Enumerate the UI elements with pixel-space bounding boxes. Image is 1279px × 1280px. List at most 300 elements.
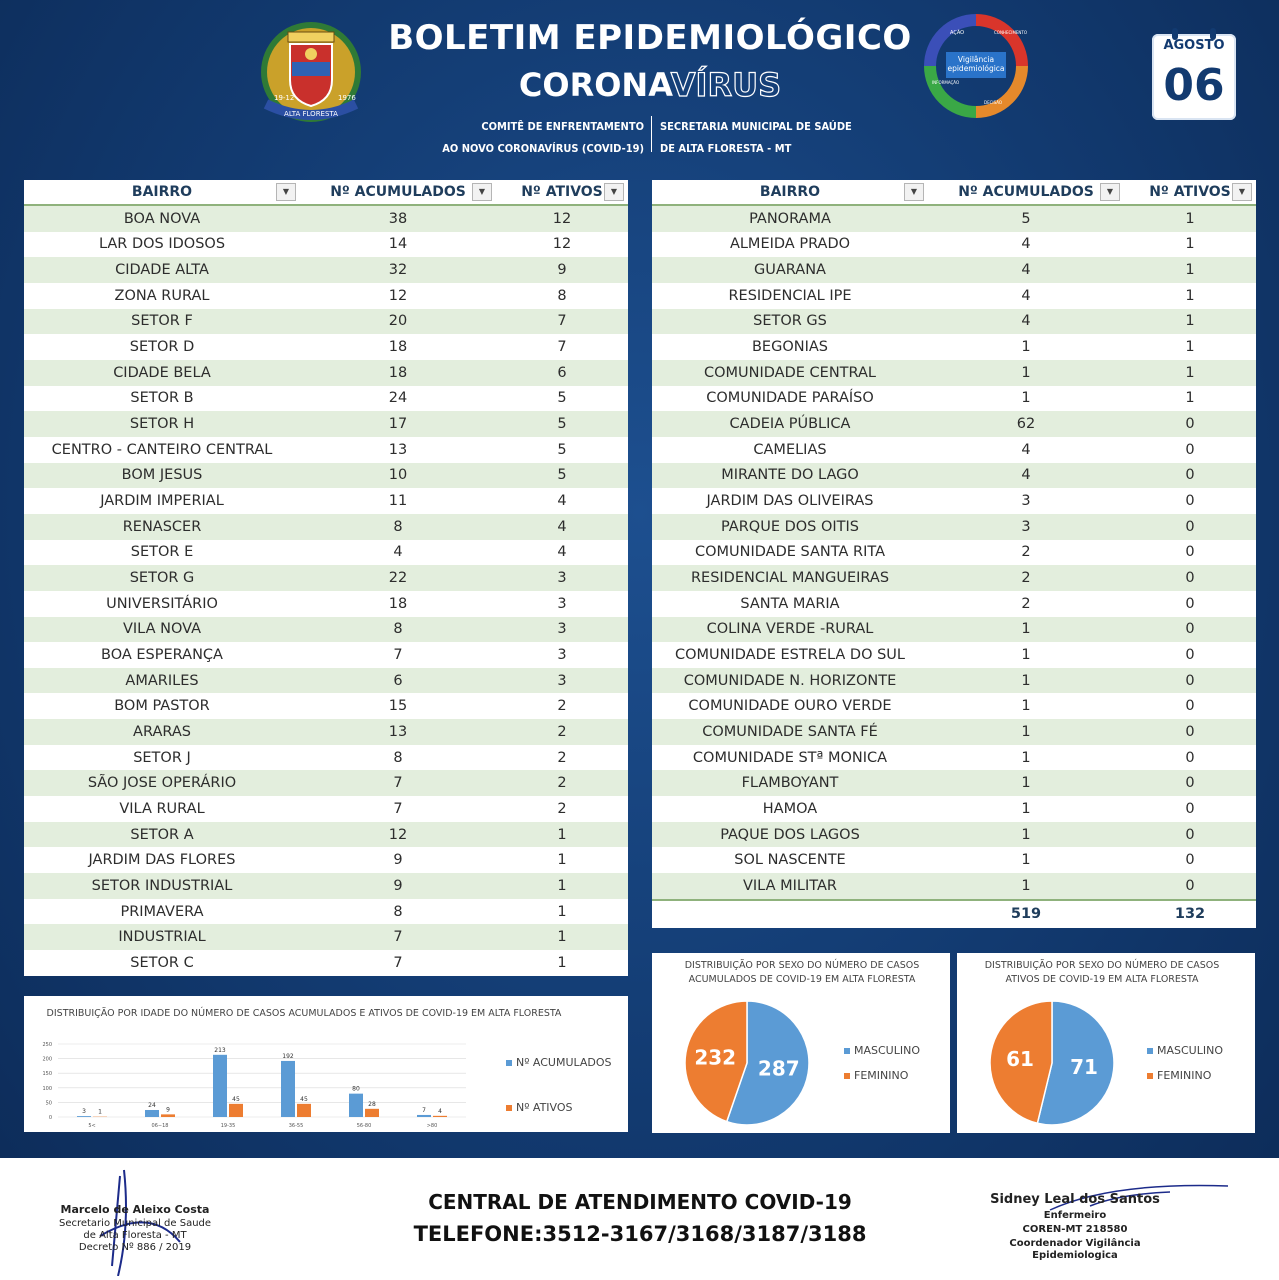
- cell-ativos: 0: [1124, 565, 1256, 591]
- bar-acumulados: [349, 1094, 363, 1117]
- table-row: [24, 309, 628, 335]
- table-row: [652, 309, 1256, 335]
- x-tick-label: 19-35: [220, 1123, 236, 1129]
- cell-ativos: 0: [1124, 873, 1256, 900]
- cell-ativos: 3: [496, 617, 628, 643]
- cell-bairro: VILA NOVA: [24, 617, 300, 643]
- svg-text:ALTA FLORESTA: ALTA FLORESTA: [284, 110, 338, 118]
- cell-bairro: BOM JESUS: [24, 463, 300, 489]
- cell-ativos: 1: [1185, 236, 1195, 253]
- cell-ativos: 2: [557, 800, 567, 817]
- secretariat-text: SECRETARIA MUNICIPAL DE SAÚDE DE ALTA FLORESTA - MT: [660, 120, 852, 155]
- cell-ativos: 3: [557, 595, 567, 612]
- table-row: [652, 668, 1256, 694]
- filter-dropdown-icon[interactable]: ▼: [1100, 183, 1120, 201]
- cell-acumulados: 1: [928, 360, 1124, 386]
- cell-bairro: SETOR F: [24, 309, 300, 335]
- cell-acumulados: 9: [393, 852, 403, 869]
- cell-acumulados: 1: [1021, 339, 1031, 356]
- slice-value-label: 287: [757, 1056, 800, 1081]
- table-row: [24, 386, 628, 412]
- header-divider: [651, 116, 652, 152]
- cell-bairro: PARQUE DOS OITIS: [652, 514, 928, 540]
- table-row: [652, 488, 1256, 514]
- cell-ativos: 1: [1124, 360, 1256, 386]
- cell-acumulados: 38: [300, 205, 496, 232]
- cell-acumulados: 1: [928, 770, 1124, 796]
- table-row: [652, 205, 1256, 232]
- table-row: [652, 411, 1256, 437]
- neighborhood-table-left: [24, 180, 628, 976]
- cell-ativos: 1: [557, 852, 567, 869]
- svg-text:AÇÃO: AÇÃO: [950, 30, 965, 36]
- cell-acumulados: 4: [928, 463, 1124, 489]
- slice-value-label: 71: [1070, 1054, 1098, 1079]
- table-row: [652, 565, 1256, 591]
- cell-acumulados: 4: [1021, 236, 1031, 253]
- cell-bairro: COMUNIDADE SANTA RITA: [694, 544, 886, 561]
- y-tick-label: 50: [45, 1100, 52, 1107]
- cell-ativos: 1: [1124, 309, 1256, 335]
- cell-bairro: JARDIM IMPERIAL: [100, 493, 224, 510]
- cell-acumulados: 6: [300, 668, 496, 694]
- cell-bairro: VILA RURAL: [119, 800, 205, 817]
- svg-text:DECISÃO: DECISÃO: [984, 100, 1003, 105]
- table-row: [652, 386, 1256, 412]
- cell-bairro: BEGONIAS: [751, 339, 828, 356]
- table-row: [24, 463, 628, 489]
- cell-acumulados: 2: [1021, 595, 1031, 612]
- table-row: [652, 796, 1256, 822]
- filter-dropdown-icon[interactable]: ▼: [904, 183, 924, 201]
- data-label: 1: [98, 1108, 102, 1116]
- bar-ativos: [229, 1104, 243, 1117]
- cell-acumulados: 7: [300, 770, 496, 796]
- table-row: [24, 770, 628, 796]
- table-row: [24, 232, 628, 258]
- sort-dropdown-icon[interactable]: ▼: [604, 183, 624, 201]
- cell-acumulados: 13: [388, 441, 408, 458]
- cell-acumulados: 5: [928, 205, 1124, 232]
- cell-ativos: 5: [496, 463, 628, 489]
- column-header-bairro[interactable]: BAIRRO ▼: [24, 180, 300, 205]
- cell-bairro: CIDADE ALTA: [24, 257, 300, 283]
- cell-acumulados: 7: [300, 924, 496, 950]
- table-row: [24, 514, 628, 540]
- svg-text:CONHECIMENTO: CONHECIMENTO: [994, 30, 1028, 35]
- cell-ativos: 0: [1124, 770, 1256, 796]
- cell-acumulados: 1: [928, 617, 1124, 643]
- totals-row: [652, 900, 1256, 928]
- cell-ativos: 0: [1185, 493, 1195, 510]
- cell-bairro: BOA ESPERANÇA: [101, 646, 223, 663]
- column-header-bairro[interactable]: BAIRRO ▼: [652, 180, 928, 205]
- y-tick-label: 250: [42, 1042, 52, 1048]
- slice-value-label: 232: [694, 1045, 737, 1070]
- cell-acumulados: 1: [928, 668, 1124, 694]
- x-tick-label: 56-80: [356, 1123, 372, 1129]
- cell-ativos: 12: [496, 205, 628, 232]
- cell-ativos: 1: [557, 954, 567, 971]
- cell-acumulados: 4: [1021, 287, 1031, 304]
- cell-bairro: LAR DOS IDOSOS: [98, 236, 226, 253]
- cell-bairro: COMUNIDADE ESTRELA DO SUL: [674, 646, 906, 663]
- table-row: [652, 283, 1256, 309]
- cell-ativos: 9: [496, 257, 628, 283]
- bar-ativos: [365, 1109, 379, 1117]
- cell-ativos: 1: [496, 924, 628, 950]
- cell-acumulados: 8: [393, 749, 403, 766]
- calendar-month: AGOSTO: [1163, 38, 1225, 53]
- cell-bairro: SETOR C: [130, 954, 194, 971]
- sex-distribution-accumulated-chart: [652, 953, 950, 1133]
- cell-acumulados: 24: [388, 390, 408, 407]
- data-label: 7: [422, 1106, 426, 1114]
- table-row: [652, 334, 1256, 360]
- cell-ativos: 6: [496, 360, 628, 386]
- cell-bairro: PRIMAVERA: [120, 903, 204, 920]
- legend-masculino: MASCULINO: [1147, 1044, 1223, 1057]
- cell-acumulados: 11: [388, 493, 408, 510]
- cell-bairro: ZONA RURAL: [114, 287, 210, 304]
- cell-acumulados: 22: [300, 565, 496, 591]
- bar-ativos: [297, 1104, 311, 1117]
- cell-bairro: JARDIM DAS OLIVEIRAS: [706, 493, 874, 510]
- cell-ativos: 2: [496, 770, 628, 796]
- cell-bairro: GUARANA: [652, 257, 928, 283]
- bar-acumulados: [77, 1116, 91, 1117]
- cell-acumulados: 1: [1021, 852, 1031, 869]
- cell-acumulados: 4: [928, 257, 1124, 283]
- table-row: [24, 257, 628, 283]
- cell-ativos: 2: [557, 749, 567, 766]
- cell-ativos: 0: [1124, 514, 1256, 540]
- cell-bairro: SETOR D: [129, 339, 195, 356]
- table-row: [652, 591, 1256, 617]
- table-row: [24, 642, 628, 668]
- cell-bairro: AMARILES: [24, 668, 300, 694]
- data-label: 3: [82, 1108, 86, 1116]
- table-row: [652, 617, 1256, 643]
- cell-bairro: ARARAS: [24, 719, 300, 745]
- cell-bairro: PANORAMA: [652, 205, 928, 232]
- table-row: [24, 745, 628, 771]
- cell-bairro: SETOR E: [130, 544, 194, 561]
- legend-swatch-orange: [844, 1073, 850, 1079]
- cell-acumulados: 32: [300, 257, 496, 283]
- table-row: [24, 873, 628, 899]
- table-row: [24, 360, 628, 386]
- table-row: [652, 463, 1256, 489]
- bar-acumulados: [281, 1061, 295, 1117]
- table-row: [652, 822, 1256, 848]
- chart-title: DISTRIBUIÇÃO POR SEXO DO NÚMERO DE CASOS ATIVOS DE COVID-19 EM ALTA FLORESTA: [984, 960, 1220, 985]
- total-ativos: 132: [1124, 900, 1256, 928]
- neighborhood-table-right: [652, 180, 1256, 928]
- cell-bairro: SETOR H: [24, 411, 300, 437]
- table-row: [652, 847, 1256, 873]
- cell-bairro: SETOR B: [130, 390, 194, 407]
- data-label: 24: [148, 1101, 156, 1109]
- cell-bairro: SETOR INDUSTRIAL: [24, 873, 300, 899]
- svg-text:1976: 1976: [338, 94, 356, 102]
- age-distribution-chart: [24, 996, 628, 1132]
- cell-acumulados: 8: [300, 617, 496, 643]
- cell-bairro: PAQUE DOS LAGOS: [652, 822, 928, 848]
- table-row: [652, 257, 1256, 283]
- cell-acumulados: 18: [388, 339, 408, 356]
- pie-chart-svg: [672, 993, 852, 1133]
- table-row: [652, 540, 1256, 566]
- cell-acumulados: 8: [300, 514, 496, 540]
- bar-acumulados: [417, 1115, 431, 1117]
- call-center-title: CENTRAL DE ATENDIMENTO COVID-19: [428, 1190, 852, 1214]
- cell-bairro: SETOR J: [133, 749, 191, 766]
- cell-acumulados: 18: [388, 595, 408, 612]
- cell-bairro: SANTA MARIA: [740, 595, 840, 612]
- cell-acumulados: 1: [1021, 698, 1031, 715]
- legend-feminino: FEMININO: [1147, 1069, 1211, 1082]
- cell-ativos: 0: [1185, 800, 1195, 817]
- table-row: [652, 360, 1256, 386]
- cell-ativos: 1: [1124, 205, 1256, 232]
- cell-ativos: 0: [1185, 749, 1195, 766]
- cell-bairro: MIRANTE DO LAGO: [652, 463, 928, 489]
- svg-text:19-12: 19-12: [274, 94, 295, 102]
- cell-bairro: COMUNIDADE OURO VERDE: [688, 698, 892, 715]
- cell-bairro: UNIVERSITÁRIO: [106, 595, 218, 612]
- total-acumulados: 519: [928, 900, 1124, 928]
- cell-bairro: COMUNIDADE CENTRAL: [652, 360, 928, 386]
- cell-acumulados: 1: [1021, 390, 1031, 407]
- legend-swatch-blue: [506, 1060, 512, 1066]
- cell-bairro: HAMOA: [762, 800, 818, 817]
- chart-title: DISTRIBUIÇÃO POR SEXO DO NÚMERO DE CASOS ACUMULADOS DE COVID-19 EM ALTA FLORESTA: [684, 960, 920, 985]
- cell-ativos: 2: [496, 719, 628, 745]
- cell-bairro: JARDIM DAS FLORES: [88, 852, 236, 869]
- cell-bairro: CADEIA PÚBLICA: [652, 411, 928, 437]
- cell-ativos: 0: [1124, 719, 1256, 745]
- table-row: [652, 873, 1256, 900]
- legend-swatch-orange: [1147, 1073, 1153, 1079]
- sex-distribution-active-chart: [957, 953, 1255, 1133]
- column-header-ativos[interactable]: Nº ATIVOS ▼: [496, 180, 628, 205]
- table-row: [24, 693, 628, 719]
- cell-ativos: 1: [496, 822, 628, 848]
- cell-bairro: SOL NASCENTE: [734, 852, 846, 869]
- data-label: 45: [232, 1095, 240, 1103]
- table-row: [24, 822, 628, 848]
- table-row: [24, 205, 628, 232]
- cell-acumulados: 4: [1021, 441, 1031, 458]
- legend-acumulados: Nº ACUMULADOS: [506, 1056, 612, 1069]
- cell-acumulados: 13: [300, 719, 496, 745]
- legend-swatch-blue: [844, 1048, 850, 1054]
- table-row: [24, 565, 628, 591]
- table-row: [652, 514, 1256, 540]
- y-tick-label: 150: [42, 1071, 52, 1078]
- bar-ativos: [433, 1116, 447, 1117]
- table-row: [24, 334, 628, 360]
- table-row: [24, 591, 628, 617]
- cell-ativos: 4: [557, 493, 567, 510]
- bar-ativos: [161, 1114, 175, 1117]
- x-tick-label: 06−18: [151, 1123, 169, 1129]
- data-label: 192: [282, 1052, 294, 1060]
- table-row: [24, 668, 628, 694]
- table-row: [24, 488, 628, 514]
- data-label: 9: [166, 1106, 170, 1114]
- table-row: [24, 411, 628, 437]
- bar-acumulados: [145, 1110, 159, 1117]
- cell-acumulados: 2: [928, 565, 1124, 591]
- legend-swatch-blue: [1147, 1048, 1153, 1054]
- cell-acumulados: 4: [928, 309, 1124, 335]
- cell-acumulados: 1: [928, 719, 1124, 745]
- cell-bairro: SETOR A: [24, 822, 300, 848]
- cell-bairro: RESIDENCIAL IPE: [728, 287, 852, 304]
- cell-ativos: 1: [1185, 339, 1195, 356]
- cell-ativos: 1: [1124, 257, 1256, 283]
- table-row: [652, 745, 1256, 771]
- cell-bairro: CAMELIAS: [753, 441, 827, 458]
- column-header-acumulados[interactable]: Nº ACUMULADOS ▼: [300, 180, 496, 205]
- cell-acumulados: 17: [300, 411, 496, 437]
- cell-bairro: COMUNIDADE STª MONICA: [692, 749, 888, 766]
- cell-bairro: ALMEIDA PRADO: [729, 236, 851, 253]
- cell-bairro: COMUNIDADE N. HORIZONTE: [652, 668, 928, 694]
- table-row: [24, 540, 628, 566]
- cell-ativos: 0: [1124, 617, 1256, 643]
- legend-masculino: MASCULINO: [844, 1044, 920, 1057]
- cell-bairro: SÃO JOSE OPERÁRIO: [24, 770, 300, 796]
- cell-bairro: SETOR GS: [652, 309, 928, 335]
- cell-bairro: COMUNIDADE SANTA FÉ: [652, 719, 928, 745]
- cell-bairro: COLINA VERDE -RURAL: [652, 617, 928, 643]
- table-row: [652, 770, 1256, 796]
- table-row: [652, 232, 1256, 258]
- table-row: [652, 642, 1256, 668]
- sort-dropdown-icon[interactable]: ▼: [1232, 183, 1252, 201]
- table-row: [24, 950, 628, 976]
- legend-feminino: FEMININO: [844, 1069, 908, 1082]
- cell-bairro: RESIDENCIAL MANGUEIRAS: [652, 565, 928, 591]
- x-tick-label: 36-55: [288, 1123, 304, 1129]
- filter-dropdown-icon[interactable]: ▼: [472, 183, 492, 201]
- cell-ativos: 0: [1185, 646, 1195, 663]
- table-row: [24, 796, 628, 822]
- cell-ativos: 3: [557, 646, 567, 663]
- cell-acumulados: 12: [300, 822, 496, 848]
- cell-bairro: CIDADE BELA: [24, 360, 300, 386]
- cell-acumulados: 4: [393, 544, 403, 561]
- cell-bairro: VILA MILITAR: [652, 873, 928, 900]
- cell-acumulados: 7: [393, 954, 403, 971]
- cell-acumulados: 9: [300, 873, 496, 899]
- cell-ativos: 0: [1124, 463, 1256, 489]
- cell-ativos: 4: [496, 514, 628, 540]
- cell-acumulados: 15: [388, 698, 408, 715]
- cell-bairro: BOM PASTOR: [114, 698, 210, 715]
- cell-acumulados: 18: [300, 360, 496, 386]
- table-row: [24, 847, 628, 873]
- y-tick-label: 0: [48, 1115, 52, 1121]
- cell-acumulados: 1: [1021, 749, 1031, 766]
- cell-acumulados: 8: [393, 903, 403, 920]
- cell-acumulados: 1: [1021, 646, 1031, 663]
- cell-acumulados: 2: [1021, 544, 1031, 561]
- cell-ativos: 0: [1185, 698, 1195, 715]
- data-label: 4: [438, 1107, 442, 1115]
- svg-text:INFORMAÇÃO: INFORMAÇÃO: [932, 80, 960, 85]
- bulletin-title: BOLETIM EPIDEMIOLÓGICO: [388, 18, 912, 58]
- committee-text: COMITÊ DE ENFRENTAMENTO AO NOVO CORONAVÍRUS (COVID-19): [442, 120, 644, 155]
- cell-acumulados: 1: [928, 822, 1124, 848]
- y-tick-label: 100: [42, 1085, 52, 1092]
- cell-ativos: 2: [557, 698, 567, 715]
- pie-chart-svg: [977, 993, 1157, 1133]
- column-header-acumulados[interactable]: Nº ACUMULADOS ▼: [928, 180, 1124, 205]
- cell-acumulados: 10: [300, 463, 496, 489]
- cell-ativos: 12: [552, 236, 572, 253]
- cell-acumulados: 7: [393, 800, 403, 817]
- table-row: [652, 719, 1256, 745]
- cell-ativos: 3: [496, 668, 628, 694]
- cell-ativos: 4: [557, 544, 567, 561]
- cell-ativos: 5: [557, 390, 567, 407]
- table-row: [652, 693, 1256, 719]
- table-row: [24, 719, 628, 745]
- cell-ativos: 0: [1185, 441, 1195, 458]
- legend-ativos: Nº ATIVOS: [506, 1101, 573, 1114]
- cell-ativos: 5: [557, 441, 567, 458]
- cell-bairro: BOA NOVA: [24, 205, 300, 232]
- totals-label: [652, 900, 928, 928]
- vigilance-cycle-logo: AÇÃO CONHECIMENTO DECISÃO INFORMAÇÃO Vigilância epidemiológica: [922, 12, 1030, 120]
- cell-ativos: 0: [1124, 411, 1256, 437]
- cell-ativos: 1: [496, 873, 628, 899]
- column-header-ativos[interactable]: Nº ATIVOS ▼: [1124, 180, 1256, 205]
- cell-ativos: 5: [496, 411, 628, 437]
- cell-acumulados: 3: [928, 514, 1124, 540]
- cell-acumulados: 12: [388, 287, 408, 304]
- bulletin-subtitle: CORONAVÍRUS: [518, 66, 782, 104]
- cell-ativos: 0: [1124, 822, 1256, 848]
- filter-dropdown-icon[interactable]: ▼: [276, 183, 296, 201]
- x-tick-label: >80: [426, 1123, 438, 1129]
- cell-acumulados: 1: [928, 873, 1124, 900]
- cell-acumulados: 7: [393, 646, 403, 663]
- date-calendar-icon: [1152, 34, 1236, 120]
- cell-acumulados: 20: [300, 309, 496, 335]
- y-tick-label: 200: [42, 1056, 52, 1063]
- slice-value-label: 61: [1006, 1047, 1034, 1072]
- cell-acumulados: 1: [1021, 800, 1031, 817]
- cell-ativos: 0: [1185, 544, 1195, 561]
- data-label: 45: [300, 1095, 308, 1103]
- table-row: [24, 617, 628, 643]
- data-label: 28: [368, 1100, 376, 1108]
- data-label: 213: [214, 1046, 226, 1054]
- cell-ativos: 1: [557, 903, 567, 920]
- cell-bairro: FLAMBOYANT: [652, 770, 928, 796]
- legend-swatch-orange: [506, 1105, 512, 1111]
- cell-ativos: 0: [1185, 595, 1195, 612]
- table-row: [24, 924, 628, 950]
- cell-ativos: 8: [557, 287, 567, 304]
- secretary-signature-block: Marcelo de Aleixo Costa Secretario Municipal de Saude de Alta Floresta - MT Decreto Nº 886 / 2019: [40, 1166, 240, 1266]
- calendar-day: 06: [1163, 60, 1225, 111]
